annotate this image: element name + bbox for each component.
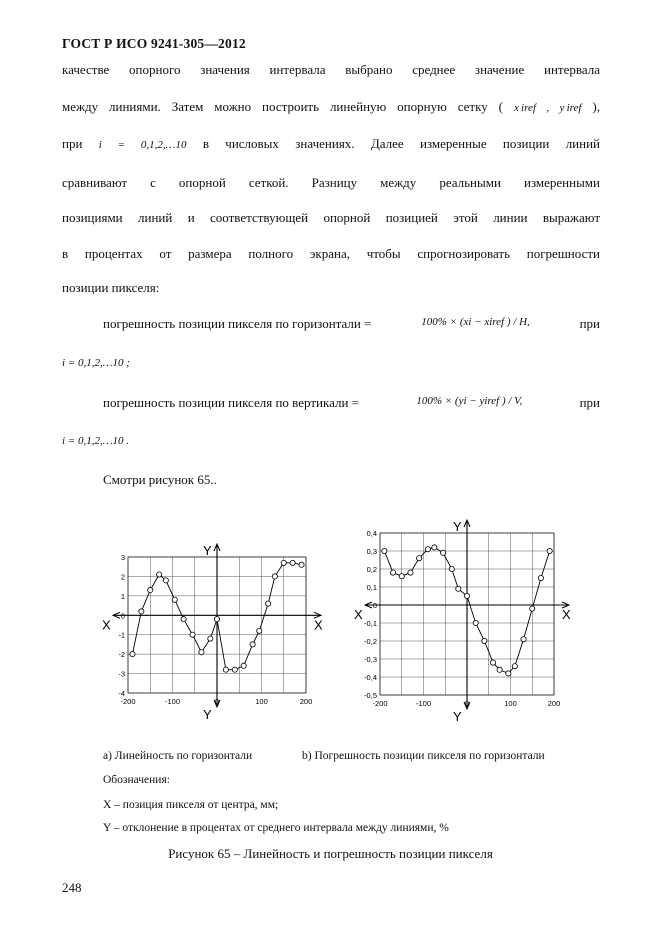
x-tick-label: 0 <box>464 699 470 708</box>
equation-at: при <box>579 316 600 331</box>
equation-label: погрешность позиции пикселя по горизонтали = <box>103 316 372 331</box>
data-point <box>449 566 454 571</box>
x-tick-label: -100 <box>164 697 181 706</box>
text-fragment: ), <box>592 99 601 114</box>
equation-at: при <box>579 395 600 410</box>
data-point <box>250 642 255 647</box>
y-tick-label: -3 <box>118 669 125 679</box>
x-tick-label: 200 <box>547 699 561 708</box>
math-i-range-period: i = 0,1,2,…10 . <box>62 435 130 447</box>
data-point <box>157 572 162 577</box>
equation-formula: 100% × (xi − xiref ) / H, <box>421 316 530 328</box>
y-tick-label: 0 <box>120 611 125 621</box>
data-point <box>408 570 413 575</box>
data-point <box>512 664 517 669</box>
y-tick-label: 3 <box>120 553 125 562</box>
data-point <box>257 628 262 633</box>
y-tick-label: 0,2 <box>366 565 377 574</box>
data-point <box>390 570 395 575</box>
data-point <box>482 638 487 643</box>
data-point <box>190 632 195 637</box>
data-point <box>290 560 295 565</box>
text-line <box>62 99 600 115</box>
y-tick-label: -0,3 <box>364 655 377 664</box>
y-tick-label: 0,4 <box>366 529 377 538</box>
equation-formula: 100% × (yi − yiref ) / V, <box>416 395 523 407</box>
data-point <box>199 650 204 655</box>
data-point <box>440 550 445 555</box>
caption-a: а) Линейность по горизонтали <box>103 750 253 762</box>
math-i-range: i = 0,1,2,…10 <box>98 139 187 151</box>
y-tick-label: -1 <box>118 630 125 640</box>
data-point <box>214 617 219 622</box>
text-line: позициями линий и соответствующей опорной позицией этой линии выражают <box>62 210 600 225</box>
data-point <box>181 617 186 622</box>
data-point <box>473 620 478 625</box>
y-tick-label: 0,1 <box>366 583 377 592</box>
math-i-range-semicolon: i = 0,1,2,…10 ; <box>62 357 130 369</box>
data-point <box>417 556 422 561</box>
data-point <box>425 547 430 552</box>
y-tick-label: -4 <box>118 689 125 698</box>
x-tick-label: 0 <box>214 697 220 706</box>
data-point <box>538 575 543 580</box>
equation-label: погрешность позиции пикселя по вертикали = <box>103 395 360 410</box>
equation-horizontal <box>103 316 600 332</box>
data-point <box>456 586 461 591</box>
x-tick-label: -100 <box>415 699 432 708</box>
y-tick-label: -0,1 <box>364 619 377 628</box>
page-number: 248 <box>62 880 82 895</box>
y-axis-label-top: Y <box>203 543 212 558</box>
y-axis-label-top: Y <box>453 519 462 534</box>
data-point <box>148 587 153 592</box>
legend-title: Обозначения: <box>103 774 170 786</box>
caption-b: b) Погрешность позиции пикселя по горизонтали <box>302 750 545 762</box>
data-point <box>547 548 552 553</box>
see-figure-text: Смотри рисунок 65.. <box>103 472 217 487</box>
data-point <box>139 609 144 614</box>
y-tick-label: 0 <box>372 601 377 610</box>
figure-caption: Рисунок 65 – Линейность и погрешность позиции пикселя <box>168 846 493 861</box>
data-point <box>281 560 286 565</box>
y-tick-label: -0,5 <box>364 691 377 700</box>
y-tick-label: 0,3 <box>366 547 377 556</box>
text-line: позиции пикселя: <box>62 280 160 295</box>
text-fragment: в числовых значениях. Далее измеренные позиции линий <box>202 136 601 151</box>
data-point <box>521 637 526 642</box>
y-axis-label-bottom: Y <box>203 707 212 722</box>
y-tick-label: 1 <box>120 591 125 601</box>
data-point <box>241 663 246 668</box>
legend-y: Y – отклонение в процентах от среднего интервала между линиями, % <box>103 822 449 834</box>
data-point <box>382 548 387 553</box>
data-point <box>272 574 277 579</box>
equation-vertical <box>103 395 600 411</box>
legend-x: X – позиция пикселя от центра, мм; <box>103 799 279 811</box>
data-point <box>130 652 135 657</box>
y-tick-label: -2 <box>118 650 125 660</box>
chart-horizontal-linearity <box>96 532 332 732</box>
x-axis-label-right: X <box>314 617 323 633</box>
chart-pixel-position-error <box>340 508 582 734</box>
data-point <box>163 578 168 583</box>
text-line: сравнивают с опорной сеткой. Разницу между реальными измеренными <box>62 175 600 190</box>
y-axis-label-bottom: Y <box>453 709 462 724</box>
text-line: качестве опорного значения интервала выбрано среднее значение интервала <box>62 62 600 77</box>
text-line <box>62 136 600 152</box>
data-point <box>506 671 511 676</box>
data-point <box>208 636 213 641</box>
data-point <box>299 562 304 567</box>
x-tick-label: -200 <box>120 697 136 706</box>
data-point <box>491 660 496 665</box>
x-tick-label: -200 <box>372 699 388 708</box>
y-tick-label: -0,4 <box>364 673 377 682</box>
y-tick-label: 2 <box>120 572 125 582</box>
data-point <box>497 667 502 672</box>
data-point <box>464 593 469 598</box>
x-axis-label-left: X <box>102 617 111 633</box>
x-axis-label-right: X <box>562 607 571 622</box>
document-header: ГОСТ Р ИСО 9241-305—2012 <box>62 36 246 51</box>
data-point <box>530 606 535 611</box>
math-grid: x iref , y iref <box>513 102 582 114</box>
data-point <box>172 597 177 602</box>
data-point <box>223 667 228 672</box>
text-fragment: при <box>62 136 83 151</box>
y-tick-label: -0,2 <box>364 637 377 646</box>
x-tick-label: 100 <box>504 699 517 708</box>
text-line: в процентах от размера полного экрана, чтобы спрогнозировать погрешности <box>62 246 600 261</box>
text-fragment: между линиями. Затем можно построить линейную опорную сетку ( <box>62 99 504 114</box>
data-point <box>232 667 237 672</box>
data-point <box>266 601 271 606</box>
x-tick-label: 100 <box>255 697 268 706</box>
data-point <box>432 545 437 550</box>
data-point <box>399 574 404 579</box>
x-tick-label: 200 <box>299 697 313 706</box>
x-axis-label-left: X <box>354 607 363 622</box>
